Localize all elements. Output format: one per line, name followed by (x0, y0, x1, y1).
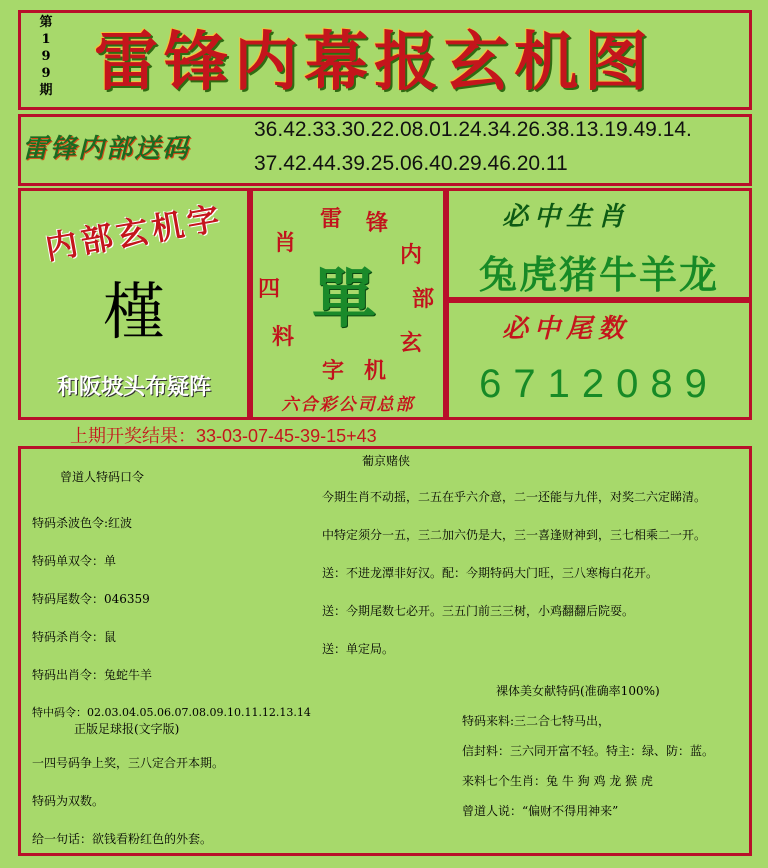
big-character: 單 (312, 262, 376, 337)
list-item: 中特定须分一五，三二加六仍是大，三一喜逢财神到，三七相乘二一开。 (322, 528, 707, 542)
list-item: 特码单双令：单 (32, 554, 117, 568)
codes-label: 雷锋内部送码 (22, 134, 191, 164)
list-item: 一四号码争上奖，三八定合开本期。 (32, 756, 225, 770)
ring-char: 料 (272, 324, 295, 350)
tail-label: 必中尾数 (501, 314, 630, 344)
ring-char: 部 (412, 286, 435, 312)
list-item: 给一句话：欲钱看粉红色的外套。 (32, 832, 213, 846)
zodiac-value: 兔虎猪牛羊龙 (478, 252, 719, 297)
riddle-text: 和阪坡头布疑阵 (56, 374, 211, 400)
list-item: 送：单定局。 (322, 642, 395, 656)
zodiac-label: 必中生肖 (501, 202, 630, 232)
ring-char: 四 (258, 276, 281, 302)
bottom-left-heading: 曾道人特码口令 (60, 470, 145, 484)
list-item: 特码为双数。 (32, 794, 105, 808)
tail-value: 6712089 (479, 362, 719, 406)
issue-number: 第 1 9 9 期 (39, 15, 53, 98)
bottom-left-subheading: 正版足球报(文字版) (74, 722, 180, 736)
ring-char: 肖 (274, 230, 297, 256)
bottom-left-list (32, 504, 311, 732)
list-item: 特中码令：02.03.04.05.06.07.08.09.10.11.12.13.14 (32, 706, 311, 719)
last-result: 上期开奖结果：33-03-07-45-39-15+43 (70, 426, 377, 446)
list-item: 特码杀肖令：鼠 (32, 630, 117, 644)
bottom-right-heading: 葡京赌侠 (362, 454, 411, 468)
codes-line-1: 36.42.33.30.22.08.01.24.34.26.38.13.19.49.14. (254, 118, 692, 141)
bottom-left-list-2 (32, 744, 224, 858)
mystic-character: 槿 (102, 275, 165, 348)
bottom-right-list-2 (462, 706, 714, 826)
ring-char: 字 (322, 358, 345, 384)
list-item: 特码杀波色令:红波 (32, 516, 133, 530)
list-item: 来料七个生肖：兔 牛 狗 鸡 龙 猴 虎 (462, 774, 653, 788)
bottom-right-list (322, 478, 706, 668)
ring-char: 玄 (400, 330, 423, 356)
list-item: 送：不进龙潭非好汉。配：今期特码大门旺，三八寒梅白花开。 (322, 566, 659, 580)
list-item: 今期生肖不动摇，二五在乎六介意，二一还能与九伴，对奖二六定睇清。 (322, 490, 707, 504)
ring-char: 内 (400, 242, 423, 268)
center-ring (250, 188, 446, 398)
list-item: 特码尾数令：046359 (32, 592, 150, 606)
ring-char: 雷 (320, 206, 343, 232)
ring-char: 锋 (366, 210, 389, 236)
list-item: 特码来料:三二合七特马出， (462, 714, 611, 728)
list-item: 特码出肖令：兔蛇牛羊 (32, 668, 153, 682)
list-item: 曾道人说：“偏财不得用神来” (462, 804, 619, 818)
ring-char: 机 (364, 358, 387, 384)
center-footer: 六合彩公司总部 (281, 395, 415, 415)
mystic-char-label: 内部玄机字 (42, 198, 227, 268)
page-title: 雷锋内幕报玄机图 (94, 25, 654, 100)
codes-line-2: 37.42.44.39.25.06.40.29.46.20.11 (254, 152, 568, 175)
list-item: 信封料：三六同开富不轻。特主：绿、防：蓝。 (462, 744, 715, 758)
list-item: 送：今期尾数七必开。三五门前三三树，小鸡翻翻后院耍。 (322, 604, 635, 618)
bottom-right-heading-2: 裸体美女献特码(准确率100%) (496, 684, 660, 698)
